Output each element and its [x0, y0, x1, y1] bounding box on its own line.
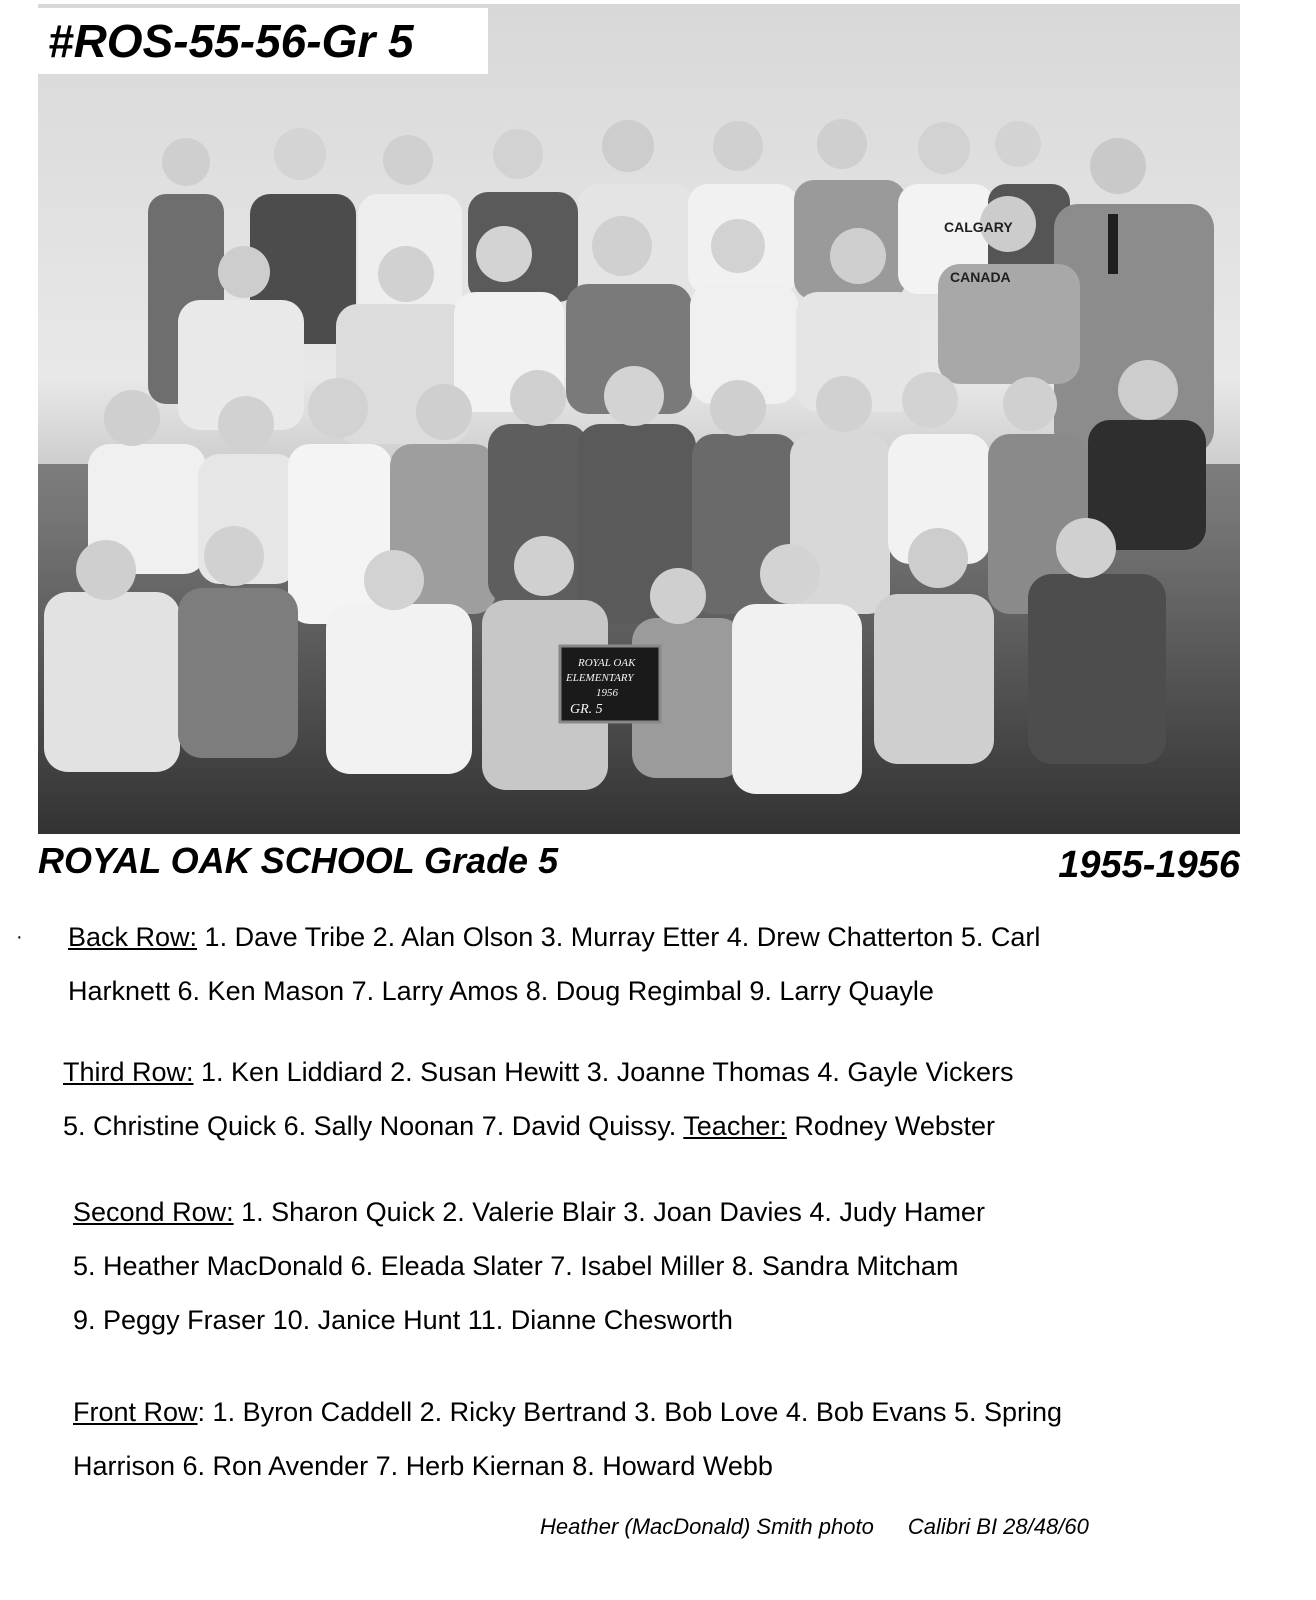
- front-row-caption: [73, 1385, 1062, 1493]
- slate-line-4: GR. 5: [570, 702, 603, 717]
- teacher-name: Rodney Webster: [786, 1111, 995, 1141]
- back-row-names-1: 1. Dave Tribe 2. Alan Olson 3. Murray Etter 4. Drew Chatterton 5. Carl: [197, 922, 1041, 952]
- sweater-text-top: CALGARY: [944, 219, 1013, 235]
- second-row-names-3: 9. Peggy Fraser 10. Janice Hunt 11. Dianne Chesworth: [73, 1305, 733, 1335]
- front-row-label: Front Row: [73, 1397, 198, 1427]
- slate-line-2: ELEMENTARY: [566, 672, 634, 684]
- back-row-label: Back Row:: [68, 922, 198, 952]
- bullet-dot: ·: [16, 926, 23, 948]
- school-years: 1955-1956: [1058, 844, 1240, 886]
- slate-line-3: 1956: [596, 687, 618, 699]
- front-row-names-2: Harrison 6. Ron Avender 7. Herb Kiernan 8. Howard Webb: [73, 1451, 773, 1481]
- third-row-label: Third Row:: [63, 1057, 194, 1087]
- teacher-label: Teacher:: [683, 1111, 787, 1141]
- sweater-text-bottom: CANADA: [950, 269, 1011, 285]
- back-row-names-2: Harknett 6. Ken Mason 7. Larry Amos 8. Doug Regimbal 9. Larry Quayle: [68, 976, 934, 1006]
- second-row-label: Second Row:: [73, 1197, 234, 1227]
- third-row-names-1: 1. Ken Liddiard 2. Susan Hewitt 3. Joanne Thomas 4. Gayle Vickers: [193, 1057, 1014, 1087]
- second-row-names-1: 1. Sharon Quick 2. Valerie Blair 3. Joan Davies 4. Judy Hamer: [233, 1197, 985, 1227]
- photo-credit: [540, 1514, 1089, 1540]
- second-row-caption: [73, 1185, 985, 1347]
- photo-credit-text: Heather (MacDonald) Smith photo: [540, 1514, 874, 1539]
- front-row-names-1: : 1. Byron Caddell 2. Ricky Bertrand 3. Bob Love 4. Bob Evans 5. Spring: [197, 1397, 1063, 1427]
- school-title: ROYAL OAK SCHOOL Grade 5: [38, 840, 559, 881]
- font-note: Calibri BI 28/48/60: [907, 1514, 1089, 1539]
- third-row-caption: [63, 1045, 1014, 1153]
- reference-id: #ROS-55-56-Gr 5: [38, 8, 488, 74]
- second-row-names-2: 5. Heather MacDonald 6. Eleada Slater 7. Isabel Miller 8. Sandra Mitcham: [73, 1251, 959, 1281]
- back-row-caption: [68, 910, 1040, 1018]
- class-photo: [38, 4, 1240, 834]
- slate-line-1: ROYAL OAK: [578, 657, 636, 669]
- third-row-names-2: 5. Christine Quick 6. Sally Noonan 7. David Quissy.: [63, 1111, 684, 1141]
- class-slate-sign: [560, 646, 660, 722]
